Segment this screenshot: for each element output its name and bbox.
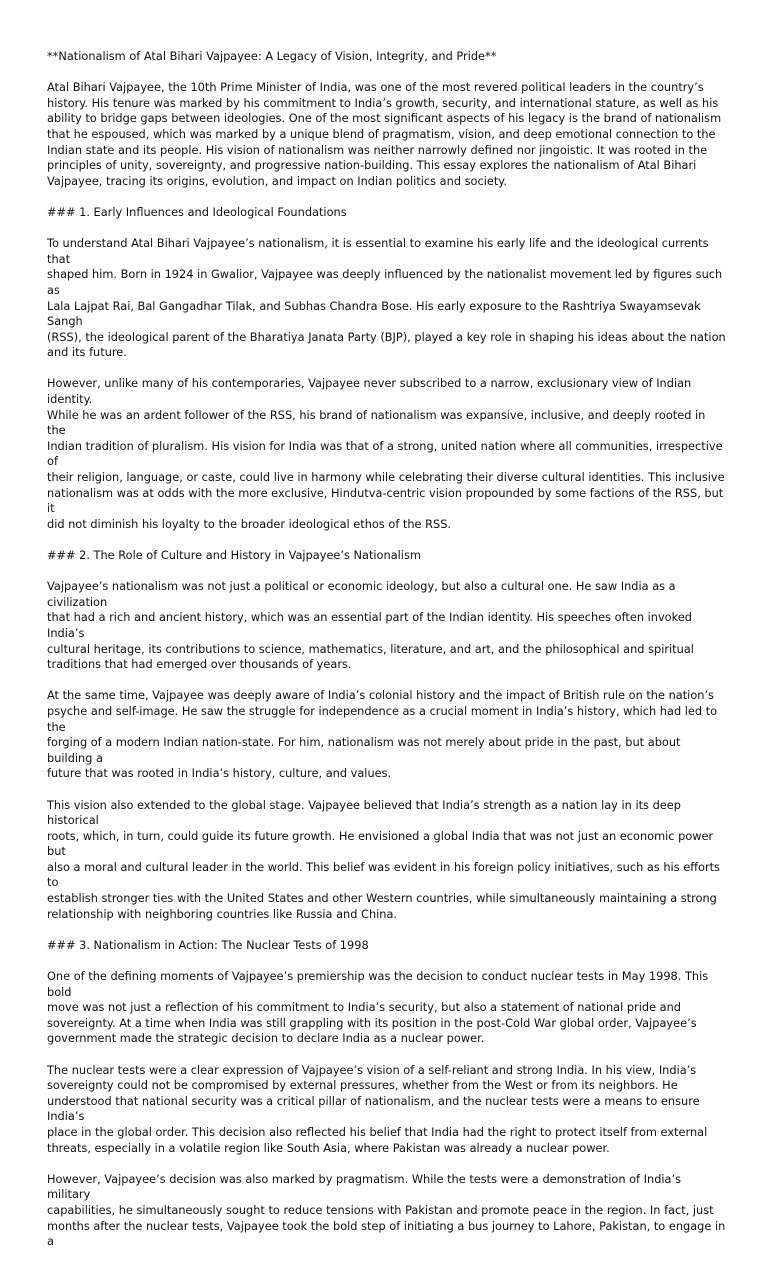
section-2-paragraph-3: This vision also extended to the global stage. Vajpayee believed that India’s strength as a nation lay in its deep historical roots, which, in turn, could guide its future growth. He envisioned a global India that was not just an economic power but also a moral and cultural leader in the world. This belief was evident in his foreign policy initiatives, such as his efforts to establish stronger ties with the United States and other Western countries, while simultaneously maintaining a strong relationship with neighboring countries like Russia and China. [47, 797, 720, 921]
section-3-paragraph-2: The nuclear tests were a clear expression of Vajpayee’s vision of a self-reliant and strong India. In his view, India’s sovereignty could not be compromised by external pressures, whether from the West or from its neighbors. He understood that national security was a critical pillar of nationalism, and the nuclear tests were a means to ensure India’s place in the global order. This decision also reflected his belief that India had the right to protect itself from external threats, especially in a volatile region like South Asia, where Pakistan was already a nuclear power. [47, 1062, 708, 1155]
intro-paragraph: Atal Bihari Vajpayee, the 10th Prime Minister of India, was one of the most revered political leaders in the country’s history. His tenure was marked by his commitment to India’s growth, security, and international stature, as well as his ability to bridge gaps between ideologies. One of the most significant aspects of his legacy is the brand of nationalism that he espoused, which was marked by a unique blend of pragmatism, vision, and deep emotional connection to the Indian state and its people. His vision of nationalism was neither narrowly defined nor jingoistic. It was rooted in the principles of unity, sovereignty, and progressive nation-building. This essay explores the nationalism of Atal Bihari Vajpayee, tracing its origins, evolution, and impact on Indian politics and society. [47, 80, 722, 188]
section-1-paragraph-2: However, unlike many of his contemporaries, Vajpayee never subscribed to a narrow, exclusionary view of Indian identity. While he was an ardent follower of the RSS, his brand of nationalism was expansive, inclusive, and deeply rooted in the Indian tradition of pluralism. His vision for India was that of a strong, united nation where all communities, irrespective of their religion, language, or caste, could live in harmony while celebrating their diverse cultural identities. This inclusive nationalism was at odds with the more exclusive, Hindutva-centric vision propounded by some factions of the RSS, but it did not diminish his loyalty to the broader ideological ethos of the RSS. [47, 376, 725, 531]
section-3-heading: ### 3. Nationalism in Action: The Nuclear Tests of 1998 [47, 937, 369, 952]
section-2-paragraph-2: At the same time, Vajpayee was deeply aware of India’s colonial history and the impact of British rule on the nation’s psyche and self-image. He saw the struggle for independence as a crucial moment in India’s history, which had led to the forging of a modern Indian nation-state. For him, nationalism was not merely about pride in the past, but about building a future that was rooted in India’s history, culture, and values. [47, 688, 718, 781]
section-3-paragraph-3: However, Vajpayee’s decision was also marked by pragmatism. While the tests were a demonstration of India’s military capabilities, he simultaneously sought to reduce tensions with Pakistan and promote peace in the region. In fact, just months after the nuclear tests, Vajpayee took the bold step of initiating a bus journey to Lahore, Pakistan, to engage in a [47, 1171, 726, 1249]
section-3-paragraph-1: One of the defining moments of Vajpayee’s premiership was the decision to conduct nuclear tests in May 1998. This bold move was not just a reflection of his commitment to India’s security, but also a statement of national pride and sovereignty. At a time when India was still grappling with its position in the post-Cold War global order, Vajpayee’s government made the strategic decision to declare India as a nuclear power. [47, 969, 709, 1046]
section-1-paragraph-1: To understand Atal Bihari Vajpayee’s nationalism, it is essential to examine his early life and the ideological currents that shaped him. Born in 1924 in Gwalior, Vajpayee was deeply influenced by the nationalist movement led by figures such as Lala Lajpat Rai, Bal Gangadhar Tilak, and Subhas Chandra Bose. His early exposure to the Rashtriya Swayamsevak Sangh (RSS), the ideological parent of the Bharatiya Janata Party (BJP), played a key role in shaping his ideas about the nation and its future. [47, 236, 726, 360]
section-1-heading: ### 1. Early Influences and Ideological Foundations [47, 204, 347, 219]
document-title: **Nationalism of Atal Bihari Vajpayee: A Legacy of Vision, Integrity, and Pride** [47, 49, 497, 63]
section-2-heading: ### 2. The Role of Culture and History in Vajpayee’s Nationalism [47, 548, 421, 562]
document-page [47, 49, 727, 1265]
section-2-paragraph-1: Vajpayee’s nationalism was not just a political or economic ideology, but also a cultural one. He saw India as a civilization that had a rich and ancient history, which was an essential part of the Indian identity. His speeches often invoked India’s cultural heritage, its contributions to science, mathematics, literature, and art, and the philosophical and spiritual traditions that had emerged over thousands of years. [47, 579, 694, 672]
